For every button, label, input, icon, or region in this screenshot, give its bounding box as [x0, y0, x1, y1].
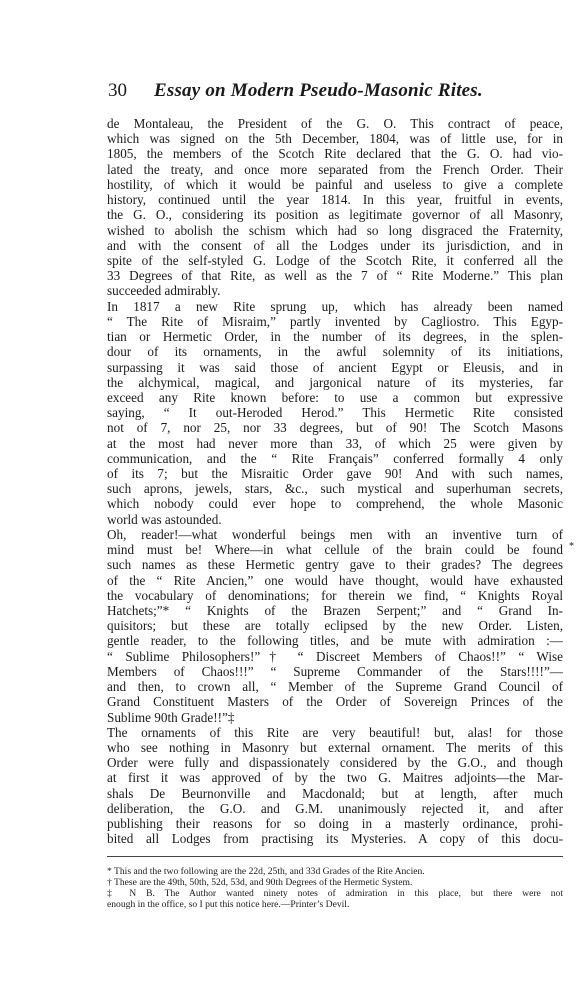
- page-number: 30: [108, 80, 127, 101]
- text-line: the alchymical, magical, and jargonical nature of its mysteries, far: [107, 374, 563, 390]
- text-line: who see nothing in Masonry but external ornament. The merits of this: [107, 739, 563, 755]
- text-line: mind must be! Where—in what cellule of the brain could be found: [107, 542, 563, 558]
- text-line: exceed any Rite known before: to use a common but expressive: [107, 389, 563, 405]
- text-line: surpassing it was said those of ancient Egypt or Eleusis, and in: [107, 359, 563, 375]
- text-line: Members of Chaos!!!” “ Supreme Commander of the Stars!!!!”—: [107, 663, 563, 679]
- text-line: The ornaments of this Rite are very beautiful! but, alas! for those: [107, 724, 563, 740]
- text-line: dour of its ornaments, in the awful solemnity of its initiations,: [107, 344, 563, 360]
- text-line: shals De Beurnonville and Macdonald; but at length, after much: [107, 785, 563, 801]
- text-line: not of 7, nor 25, nor 33 degrees, but of 90! The Scotch Masons: [107, 420, 563, 436]
- text-line: which nobody could ever hope to comprehend, the whole Masonic: [107, 496, 563, 512]
- text-line: at the most had never more than 33, of which 25 were given by: [107, 435, 563, 451]
- footnote-line: * This and the two following are the 22d, 25th, and 33d Grades of the Rite Ancien.: [107, 866, 425, 877]
- text-line: wished to abolish the schism which had so long disgraced the Fraternity,: [107, 222, 563, 238]
- text-line: saying, “ It out-Heroded Herod.” This Hermetic Rite consisted: [107, 405, 563, 421]
- text-line: In 1817 a new Rite sprung up, which has already been named: [107, 298, 563, 314]
- text-line: Sublime 90th Grade!!”‡: [107, 709, 235, 725]
- text-line: and then, to crown all, “ Member of the Supreme Grand Council of: [107, 679, 563, 695]
- text-line: 1805, the members of the Scotch Rite declared that the G. O. had vio-: [107, 146, 563, 162]
- footnote-line: enough in the office, so I put this notice here.—Printer’s Devil.: [107, 899, 350, 910]
- text-line: succeeded admirably.: [107, 283, 221, 299]
- text-line: such aprons, jewels, stars, &c., such mystical and superhuman secrets,: [107, 481, 563, 497]
- text-line: Hatchets;”* “ Knights of the Brazen Serpent;” and “ Grand In-: [107, 603, 563, 618]
- text-line: the vocabulary of denominations; for therein we find, “ Knights Royal: [107, 587, 563, 603]
- text-line: de Montaleau, the President of the G. O. This contract of peace,: [107, 116, 563, 131]
- footnote-line: † These are the 49th, 50th, 52d, 53d, and 90th Degrees of the Hermetic System.: [107, 877, 413, 888]
- text-line: tian or Hermetic Order, in the number of its degrees, in the splen-: [107, 329, 563, 345]
- footnote-line: ‡ N B. The Author wanted ninety notes of admiration in this place, but there were not: [107, 888, 563, 899]
- text-line: spite of the self-styled G. Lodge of the Scotch Rite, it conferred all the: [107, 252, 563, 268]
- text-line: history, continued until the year 1814. In this year, fruitful in events,: [107, 192, 563, 208]
- text-line: “ Sublime Philosophers!”† “ Discreet Members of Chaos!!” “ Wise: [107, 648, 563, 664]
- text-line: hostility, of which it would be painful and useless to give a complete: [107, 176, 563, 192]
- text-line: Oh, reader!—what wonderful beings men with an inventive turn of: [107, 526, 563, 542]
- text-line: Grand Constituent Masters of the Order of Sovereign Princes of the: [107, 694, 563, 710]
- text-line: gentle reader, to the following titles, and be mute with admiration :—: [107, 633, 563, 649]
- footnote-rule: [107, 856, 563, 857]
- text-line: of its 7; but the Misraitic Order gave 90! And with such names,: [107, 466, 563, 482]
- text-line: and with the consent of all the Lodges under its jurisdiction, and in: [107, 237, 563, 253]
- text-line: “ The Rite of Misraim,” partly invented by Cagliostro. This Egyp-: [107, 313, 563, 329]
- text-line: quisitors; but these are totally eclipsed by the new Order. Listen,: [107, 618, 563, 634]
- text-line: the G. O., considering its position as legitimate governor of all Masonry,: [107, 207, 563, 223]
- margin-mark: *: [569, 541, 574, 552]
- text-line: at first it was approved of by the two G. Maitres adjoints—the Mar-: [107, 770, 563, 786]
- text-line: such names as these Hermetic gentry gave to their grades? The degrees: [107, 557, 563, 573]
- text-line: bited all Lodges from practising its Mysteries. A copy of this docu-: [107, 831, 563, 847]
- text-line: 33 Degrees of that Rite, as well as the 7 of “ Rite Moderne.” This plan: [107, 268, 563, 284]
- body-text: [107, 116, 563, 847]
- text-line: lated the treaty, and once more separated from the French Order. Their: [107, 161, 563, 177]
- text-line: communication, and the “ Rite Français” conferred formally 4 only: [107, 450, 563, 466]
- text-line: world was astounded.: [107, 511, 222, 527]
- text-line: publishing their reasons for so doing in a masterly ordinance, prohi-: [107, 816, 563, 832]
- running-title: Essay on Modern Pseudo-Masonic Rites.: [154, 80, 483, 101]
- text-line: deliberation, the G.O. and G.M. unanimously rejected it, and after: [107, 800, 563, 816]
- text-line: Order were fully and dispassionately considered by the G.O., and though: [107, 755, 563, 771]
- page-header: [108, 80, 578, 104]
- text-line: which was signed on the 5th December, 1804, was of little use, for in: [107, 131, 563, 147]
- text-line: of the “ Rite Ancien,” one would have thought, would have exhausted: [107, 572, 563, 588]
- footnotes: [107, 866, 563, 910]
